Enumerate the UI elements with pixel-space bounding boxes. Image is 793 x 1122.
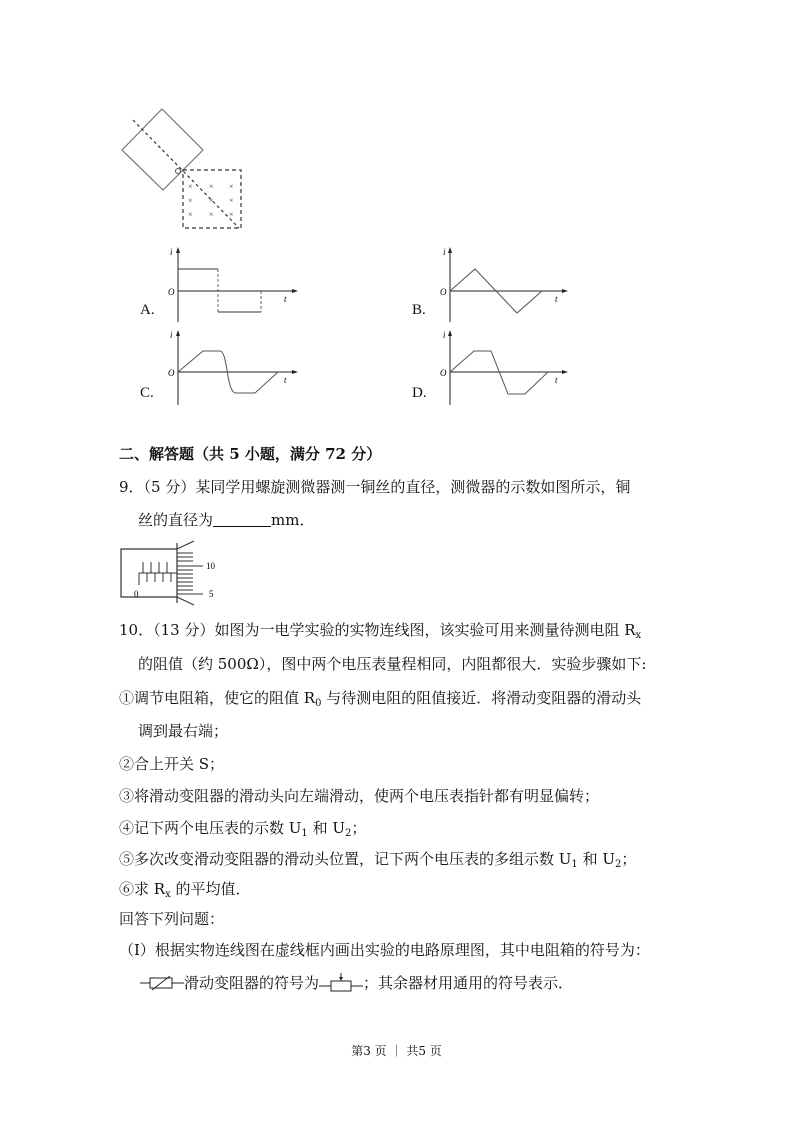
- subscript: 2: [344, 828, 352, 839]
- subscript: 2: [614, 859, 622, 870]
- step-text: ④记下两个电压表的示数 U: [119, 819, 302, 837]
- origin-label: O: [440, 287, 447, 297]
- part1-line2: [140, 973, 573, 993]
- step-text: 和 U: [577, 850, 615, 868]
- subscript: x: [635, 630, 642, 641]
- q10-text: 10．（13 分）如图为一电学实验的实物连线图，该实验可用来测量待测电阻 R: [119, 621, 636, 639]
- page-footer: 第3 页 ｜ 共5 页: [351, 1044, 442, 1058]
- pivot-point: [176, 169, 181, 174]
- x-label: t: [284, 375, 287, 385]
- step-1: [119, 688, 641, 708]
- part1-text: ；其余器材用通用的符号表示．: [363, 974, 574, 992]
- option-c-graph: [160, 327, 310, 407]
- answer-blank[interactable]: [213, 512, 271, 527]
- step-1-cont: 调到最右端；: [138, 722, 229, 740]
- part1-text: 滑动变阻器的符号为: [184, 974, 320, 992]
- scale-label-10: 10: [206, 561, 215, 571]
- section-title: 二、解答题（共 5 小题，满分 72 分）: [119, 445, 382, 463]
- scale-label-0: 0: [134, 589, 139, 599]
- field-crosses: [188, 182, 234, 219]
- option-b-label: B.: [412, 302, 426, 318]
- step-text: ；: [621, 850, 637, 868]
- scale-label-5: 5: [209, 589, 214, 599]
- step-text: 的平均值．: [170, 880, 251, 898]
- svg-text:×: ×: [209, 182, 214, 191]
- rheostat-symbol-icon: [319, 973, 363, 993]
- q10-line1: [119, 620, 641, 640]
- step-3: ③将滑动变阻器的滑动头向左端滑动，使两个电压表指针都有明显偏转；: [119, 787, 600, 805]
- svg-text:×: ×: [188, 182, 193, 191]
- x-label: t: [555, 375, 558, 385]
- svg-text:×: ×: [209, 196, 214, 205]
- svg-text:×: ×: [229, 196, 234, 205]
- y-label: i: [170, 247, 173, 257]
- subscript: 1: [301, 828, 308, 839]
- answer-intro: 回答下列问题：: [119, 910, 225, 928]
- svg-text:×: ×: [209, 210, 214, 219]
- subscript: 1: [571, 859, 578, 870]
- q9-text: 丝的直径为: [138, 511, 214, 529]
- q9-line1: 9．（5 分）某同学用螺旋测微器测一铜丝的直径，测微器的示数如图所示，铜: [119, 478, 631, 496]
- x-label: t: [555, 294, 558, 304]
- subscript: 0: [315, 698, 322, 709]
- loop-field-figure: [110, 100, 260, 240]
- step-text: 与待测电阻的阻值接近．将滑动变阻器的滑动头: [321, 689, 642, 707]
- svg-text:×: ×: [229, 182, 234, 191]
- svg-text:×: ×: [229, 210, 234, 219]
- option-d-graph: [430, 327, 580, 407]
- part1-line1: （I）根据实物连线图在虚线框内画出实验的电路原理图，其中电阻箱的符号为：: [119, 941, 650, 959]
- step-text: ⑤多次改变滑动变阻器的滑动头位置，记下两个电压表的多组示数 U: [119, 850, 572, 868]
- step-text: ⑥求 R: [119, 880, 166, 898]
- option-a-graph: [160, 244, 310, 324]
- x-label: t: [284, 294, 287, 304]
- q9-line2: [138, 510, 314, 530]
- step-6: [119, 879, 250, 899]
- step-text: ①调节电阻箱，使它的阻值 R: [119, 689, 316, 707]
- option-b-graph: [430, 244, 580, 324]
- y-label: i: [170, 330, 173, 340]
- y-label: i: [443, 330, 446, 340]
- option-a-label: A.: [140, 302, 155, 318]
- svg-text:×: ×: [188, 210, 193, 219]
- origin-label: O: [168, 287, 175, 297]
- step-text: ；: [351, 819, 367, 837]
- option-c-label: C.: [140, 385, 154, 401]
- step-5: [119, 849, 636, 869]
- micrometer-figure: [110, 535, 230, 610]
- option-d-label: D.: [412, 385, 427, 401]
- step-2: ②合上开关 S；: [119, 755, 225, 773]
- svg-text:×: ×: [188, 196, 193, 205]
- origin-label: O: [168, 368, 175, 378]
- step-4: [119, 818, 366, 838]
- q10-line2: 的阻值（约 500Ω），图中两个电压表量程相同，内阻都很大．实验步骤如下:: [138, 655, 647, 673]
- q9-unit: mm．: [271, 511, 315, 529]
- origin-label: O: [440, 368, 447, 378]
- subscript: x: [165, 889, 171, 900]
- resistor-box-symbol-icon: [140, 975, 184, 991]
- step-text: 和 U: [307, 819, 345, 837]
- diagonal-dashed-line: [133, 120, 239, 228]
- y-label: i: [443, 247, 446, 257]
